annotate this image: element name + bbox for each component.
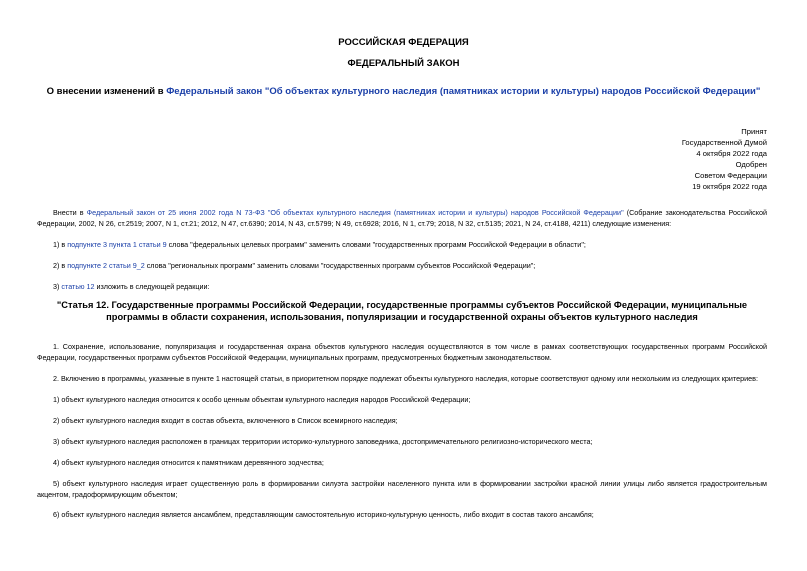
adoption-line: Советом Федерации: [694, 171, 767, 180]
amendment-item-3: [37, 282, 767, 293]
adoption-line: 4 октября 2022 года: [696, 149, 767, 158]
adoption-line: Одобрен: [735, 160, 767, 169]
amendment-item-1: [37, 240, 767, 251]
adoption-line: Государственной Думой: [681, 138, 767, 147]
item-3-link[interactable]: статью 12: [61, 282, 95, 291]
item-post: слова "региональных программ" заменить словами "государственных программ субъектов Российской Федерации";: [144, 261, 536, 270]
criterion-5: 5) объект культурного наследия играет существенную роль в формировании силуэта застройки населенного пункта или в формировании застройки красной линии улицы либо является градостроительным акцентом, градоформирующим объектом;: [37, 479, 767, 499]
article-paragraph-2: 2. Включению в программы, указанные в пункте 1 настоящей статьи, в приоритетном порядке подлежат объекты культурного наследия, которые соответствуют одному или нескольким из следующих критериев:: [53, 374, 758, 383]
item-pre: 2) в: [53, 261, 68, 270]
intro-pre: Внести в: [53, 208, 87, 217]
adoption-line: Принят: [741, 127, 767, 136]
criterion-6: 6) объект культурного наследия является ансамблем, представляющим самостоятельную историко-культурную ценность, либо входит в состав такого ансамбля;: [53, 510, 594, 519]
criterion-3: 3) объект культурного наследия расположен в границах территории историко-культурного заповедника, достопримечательного религиозно-исторического места;: [53, 437, 593, 446]
adoption-line: 19 октября 2022 года: [692, 182, 767, 191]
item-1-link[interactable]: подпункте 3 пункта 1 статьи 9: [67, 240, 167, 249]
law-title: [0, 86, 807, 97]
criterion-4: 4) объект культурного наследия относится к памятникам деревянного зодчества;: [53, 458, 324, 467]
intro-law-link[interactable]: Федеральный закон от 25 июня 2002 года N 73-ФЗ "Об объектах культурного наследия (памятниках истории и культуры) народов Российской Федерации": [86, 208, 624, 217]
intro-post: (Собрание законодательства Российской Федерации, 2002, N 26, ст.2519; 2007, N 1, ст.21; 2012, N 47, ст.6390; 2014, N 43, ст.5799; N 49, ст.6928; 2016, N 1, ст.79; 2018, N 32, ст.5135; 2021, N 24, ст.4188, 4211) следующие изменения:: [37, 208, 767, 228]
item-2-link[interactable]: подпункте 2 статьи 9_2: [67, 261, 145, 270]
country-heading: РОССИЙСКАЯ ФЕДЕРАЦИЯ: [338, 37, 469, 48]
article-paragraph-1: 1. Сохранение, использование, популяризация и государственная охрана объектов культурного наследия осуществляются в том числе в рамках соответствующих государственных программ Российской Федерации, государственных программ субъектов Российской Федерации, муниципальных программ, предусмотренных бюджетным законодательством.: [37, 342, 767, 362]
law-title-prefix: О внесении изменений в: [46, 86, 167, 97]
article-12-title: "Статья 12. Государственные программы Российской Федерации, государственные программы субъектов Российской Федерации, муниципальные программы в области сохранения, использования, популяризации и государственной охраны объектов культурного наследия: [56, 300, 748, 322]
amendment-item-2: [37, 261, 767, 272]
item-pre: 1) в: [53, 240, 68, 249]
item-post: слова "федеральных целевых программ" заменить словами "государственных программ Российской Федерации в области";: [166, 240, 586, 249]
intro-paragraph: [37, 208, 767, 229]
adoption-block: [682, 126, 767, 192]
law-type-heading: ФЕДЕРАЛЬНЫЙ ЗАКОН: [347, 58, 460, 69]
criterion-2: 2) объект культурного наследия входит в состав объекта, включенного в Список всемирного наследия;: [53, 416, 398, 425]
criterion-1: 1) объект культурного наследия относится к особо ценным объектам культурного наследия народов Российской Федерации;: [53, 395, 471, 404]
law-title-link[interactable]: Федеральный закон "Об объектах культурного наследия (памятниках истории и культуры) народов Российской Федерации": [166, 86, 761, 97]
item-pre: 3): [53, 282, 62, 291]
item-post: изложить в следующей редакции:: [94, 282, 210, 291]
